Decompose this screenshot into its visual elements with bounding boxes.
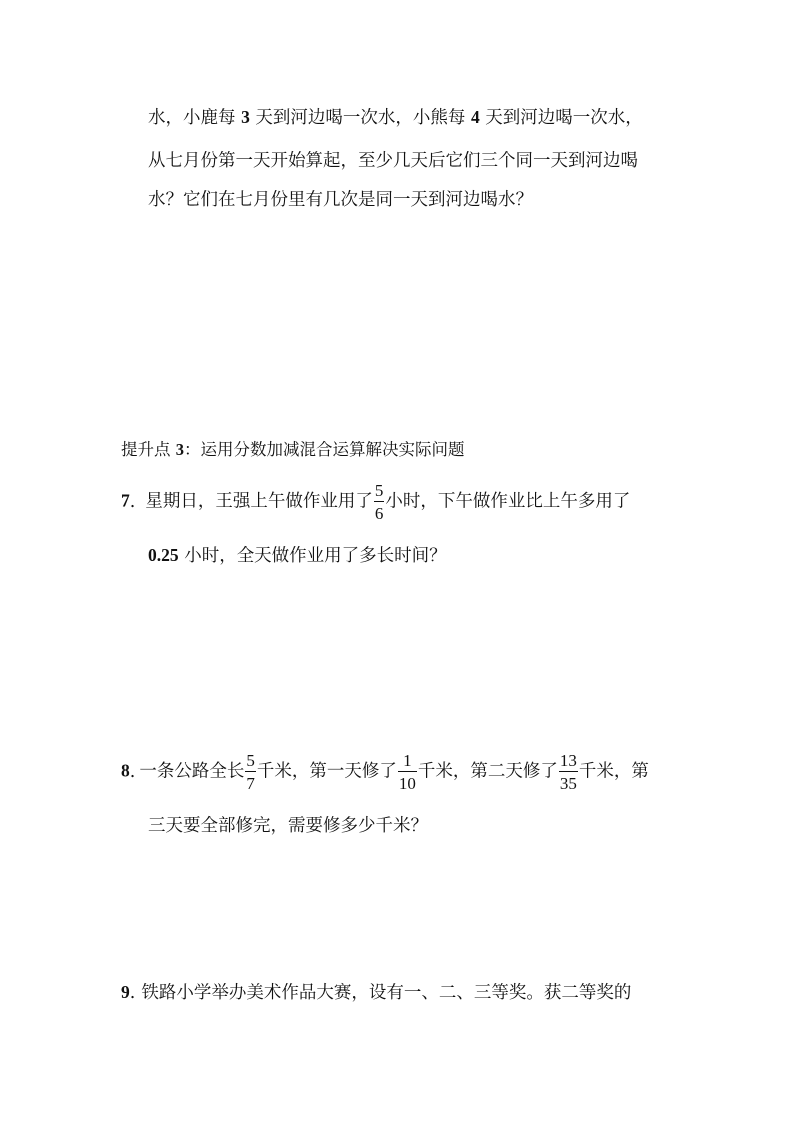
section-heading-number: 3 bbox=[175, 440, 184, 459]
q8-fraction-2 bbox=[398, 752, 417, 792]
q7-text-b: 小时，下午做作业比上午多用了 bbox=[385, 491, 631, 512]
q8-fraction-2-denominator: 10 bbox=[398, 774, 416, 793]
q6-line-2: 从七月份第一天开始算起，至少几天后它们三个同一天到河边喝 bbox=[148, 151, 638, 171]
section-heading-title: ：运用分数加减混合运算解决实际问题 bbox=[184, 440, 465, 459]
q8-fraction-1-numerator: 5 bbox=[246, 751, 255, 770]
q9-line-1 bbox=[121, 984, 631, 1003]
q8-fraction-2-numerator: 1 bbox=[398, 752, 417, 772]
q7-text-c: 小时，全天做作业用了多长时间？ bbox=[178, 546, 447, 566]
q6-text-c: 天到河边喝一次水， bbox=[479, 108, 643, 128]
q8-fraction-3 bbox=[559, 752, 578, 792]
q6-line-1 bbox=[148, 109, 643, 128]
q8-line-2: 三天要全部修完，需要修多少千米？ bbox=[148, 816, 428, 836]
q6-line-3: 水？它们在七月份里有几次是同一天到河边喝水？ bbox=[148, 190, 533, 210]
q8-text-c: 千米，第二天修了 bbox=[417, 761, 558, 782]
q8-fraction-3-denominator: 35 bbox=[559, 774, 577, 793]
q9-dot: . bbox=[129, 983, 136, 1003]
q7-number: 7 bbox=[121, 490, 130, 511]
q8-text-b: 千米，第一天修了 bbox=[256, 761, 397, 782]
q7-fraction bbox=[374, 482, 385, 522]
section-heading-prefix: 提升点 bbox=[121, 440, 176, 459]
q6-text-b: 天到河边喝一次水，小熊每 bbox=[249, 108, 471, 128]
q7-dot: . bbox=[129, 491, 136, 512]
q6-number-4: 4 bbox=[470, 107, 480, 127]
q8-text-a: 一条公路全长 bbox=[139, 761, 245, 782]
q8-text-d: 千米，第 bbox=[578, 761, 649, 782]
q7-fraction-numerator: 5 bbox=[374, 481, 384, 500]
q8-fraction-3-numerator: 13 bbox=[559, 751, 577, 770]
q8-number: 8 bbox=[121, 760, 130, 781]
q9-number: 9 bbox=[121, 982, 130, 1002]
q7-line-2 bbox=[148, 547, 447, 566]
q6-text-a: 水，小鹿每 bbox=[148, 108, 242, 128]
q8-fraction-1-denominator: 7 bbox=[246, 774, 255, 793]
q7-line-1 bbox=[121, 482, 630, 522]
q9-text: 铁路小学举办美术作品大赛，设有一、二、三等奖。获二等奖的 bbox=[141, 983, 632, 1003]
q8-line-1 bbox=[121, 752, 649, 792]
q7-decimal: 0.25 bbox=[148, 545, 179, 565]
section-heading bbox=[121, 442, 465, 459]
q8-fraction-1 bbox=[245, 752, 256, 792]
q7-fraction-denominator: 6 bbox=[374, 504, 384, 523]
q8-dot: . bbox=[129, 761, 136, 782]
q6-number-3: 3 bbox=[241, 107, 250, 127]
q7-text-a: 星期日，王强上午做作业用了 bbox=[145, 491, 373, 512]
